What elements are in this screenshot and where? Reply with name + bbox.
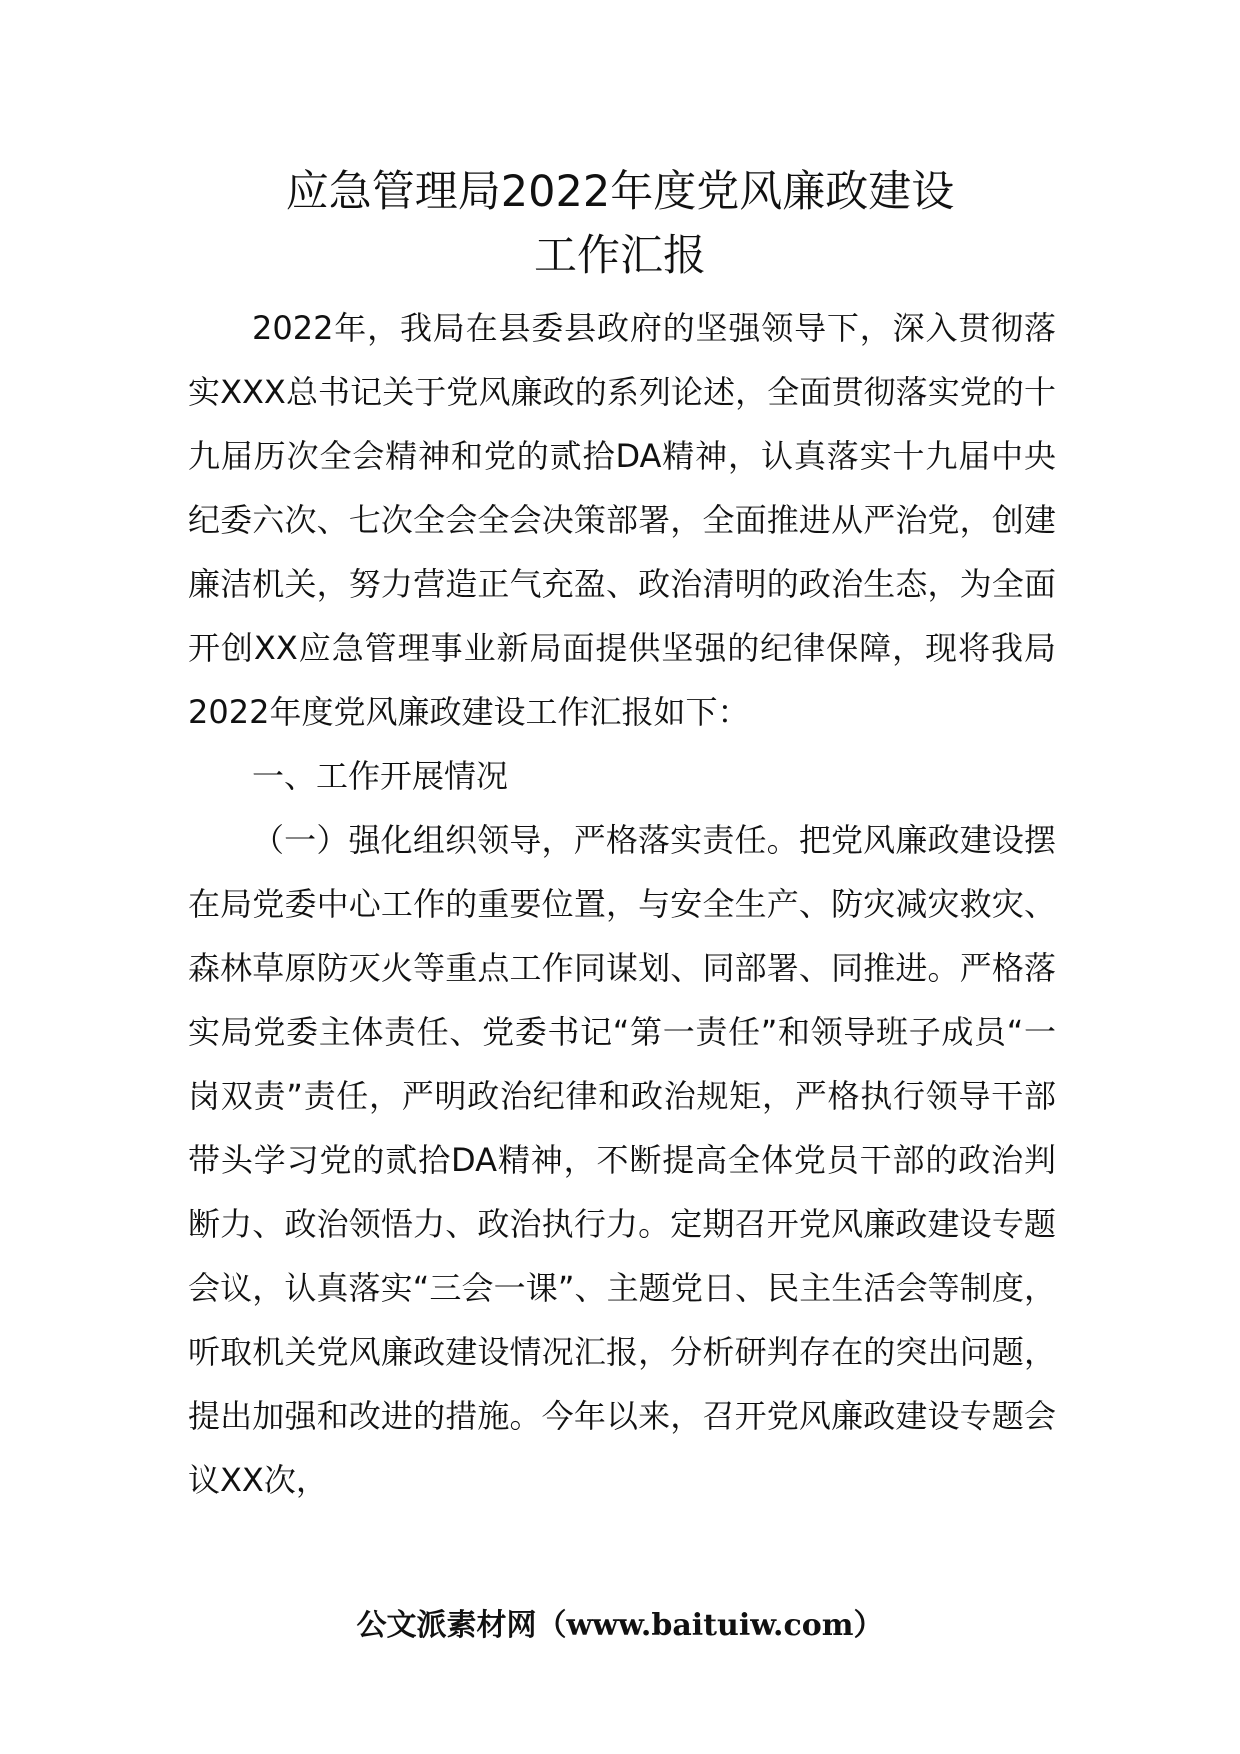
title-line-2: 工作汇报 bbox=[534, 231, 706, 281]
intro-paragraph: 2022年，我局在县委县政府的坚强领导下，深入贯彻落实XXX总书记关于党风廉政的系列论述，全面贯彻落实党的十九届历次全会精神和党的贰拾DA精神，认真落实十九届中央纪委六次、七次全会全会决策部署，全面推进从严治党，创建廉洁机关，努力营造正气充盈、政治清明的政治生态，为全面开创XX应急管理事业新局面提供坚强的纪律保障，现将我局2022年度党风廉政建设工作汇报如下： bbox=[188, 309, 1056, 731]
section-heading: 一、工作开展情况 bbox=[252, 757, 509, 795]
title-line-1: 应急管理局2022年度党风廉政建设 bbox=[285, 167, 955, 217]
footer-watermark: 公文派素材网（www.baituiw.com） bbox=[356, 1608, 884, 1643]
subsection-paragraph: （一）强化组织领导，严格落实责任。把党风廉政建设摆在局党委中心工作的重要位置，与安全生产、防灾减灾救灾、森林草原防灭火等重点工作同谋划、同部署、同推进。严格落实局党委主体责任、党委书记“第一责任”和领导班子成员“一岗双责”责任，严明政治纪律和政治规矩，严格执行领导干部带头学习党的贰拾DA精神，不断提高全体党员干部的政治判断力、政治领悟力、政治执行力。定期召开党风廉政建设专题会议，认真落实“三会一课”、主题党日、民主生活会等制度，听取机关党风廉政建设情况汇报，分析研判存在的突出问题，提出加强和改进的措施。今年以来，召开党风廉政建设专题会议XX次， bbox=[188, 821, 1056, 1499]
document-title bbox=[0, 160, 1240, 288]
document-body bbox=[188, 296, 1056, 1512]
